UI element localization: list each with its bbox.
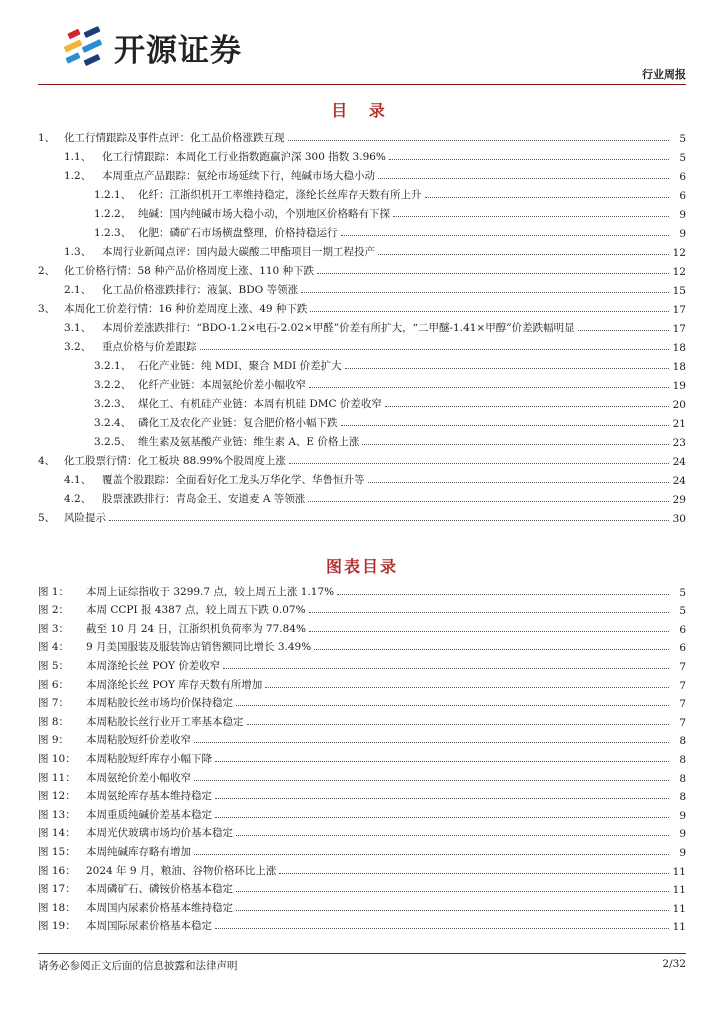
leader-dots <box>215 798 669 799</box>
entry-title: 本周粘胶长丝行业开工率基本稳定 <box>86 715 244 728</box>
entry-page: 11 <box>672 865 686 878</box>
entry-number: 图 8： <box>38 715 70 728</box>
figure-entry[interactable] <box>38 747 686 766</box>
entry-number: 3.2.1、 <box>94 360 132 372</box>
toc-entry[interactable] <box>38 183 686 202</box>
entry-page: 15 <box>672 285 686 297</box>
entry-page: 6 <box>679 642 686 655</box>
leader-dots <box>368 482 670 483</box>
entry-page: 18 <box>672 342 686 354</box>
figure-entry[interactable] <box>38 766 686 785</box>
figure-entry[interactable] <box>38 840 686 859</box>
figure-entry[interactable] <box>38 729 686 748</box>
entry-number: 图 14： <box>38 827 76 840</box>
figure-entry[interactable] <box>38 580 686 599</box>
leader-dots <box>425 197 670 198</box>
entry-title: 本周粘胶短纤库存小幅下降 <box>86 752 212 765</box>
toc-entry[interactable] <box>38 316 686 335</box>
entry-number: 1、 <box>38 132 56 144</box>
leader-dots <box>215 761 669 762</box>
entry-title: 化工品价格涨跌排行：液氯、BDO 等领涨 <box>102 284 299 296</box>
toc-entry[interactable] <box>38 430 686 449</box>
leader-dots <box>385 406 669 407</box>
entry-title: 9 月美国服装及服装饰店销售额同比增长 3.49% <box>86 641 312 654</box>
entry-page: 8 <box>679 753 686 766</box>
leader-dots <box>309 387 669 388</box>
leader-dots <box>194 780 669 781</box>
entry-number: 1.1、 <box>64 151 92 163</box>
entry-title: 纯碱：国内纯碱市场大稳小动，个别地区价格略有下探 <box>138 208 390 220</box>
toc-entry[interactable] <box>38 259 686 278</box>
entry-title: 本周磷矿石、磷铵价格基本稳定 <box>86 883 233 896</box>
toc-entry[interactable] <box>38 126 686 145</box>
entry-title: 重点价格与价差跟踪 <box>102 341 197 353</box>
entry-page: 6 <box>679 623 686 636</box>
leader-dots <box>308 501 669 502</box>
toc-entry[interactable] <box>38 392 686 411</box>
leader-dots <box>309 631 669 632</box>
entry-page: 5 <box>679 605 686 618</box>
brand-name: 开源证券 <box>114 32 242 69</box>
leader-dots <box>215 817 669 818</box>
report-type: 行业周报 <box>642 68 686 81</box>
entry-page: 9 <box>679 228 686 240</box>
entry-page: 7 <box>679 698 686 711</box>
entry-number: 图 4： <box>38 641 70 654</box>
entry-title: 煤化工、有机硅产业链：本周有机硅 DMC 价差收窄 <box>138 398 382 410</box>
figure-entry[interactable] <box>38 654 686 673</box>
entry-title: 化纤产业链：本周氨纶价差小幅收窄 <box>138 379 306 391</box>
figure-entry[interactable] <box>38 915 686 934</box>
entry-number: 1.2.3、 <box>94 227 132 239</box>
entry-number: 3.2、 <box>64 341 92 353</box>
leader-dots <box>194 742 669 743</box>
entry-number: 图 9： <box>38 734 70 747</box>
leader-dots <box>109 520 669 521</box>
entry-title: 化工行情跟踪及事件点评：化工品价格涨跌互现 <box>64 132 285 144</box>
brand-logo-mark <box>62 23 106 71</box>
entry-number: 1.3、 <box>64 246 92 258</box>
toc-entry[interactable] <box>38 487 686 506</box>
entry-number: 3.2.3、 <box>94 398 132 410</box>
entry-number: 4.1、 <box>64 474 92 486</box>
entry-number: 图 11： <box>38 771 76 784</box>
leader-dots <box>393 216 669 217</box>
entry-title: 本周粘胶短纤价差收窄 <box>86 734 191 747</box>
entry-title: 本周纯碱库存略有增加 <box>86 845 191 858</box>
entry-title: 本周重点产品跟踪：氨纶市场延续下行，纯碱市场大稳小动 <box>102 170 375 182</box>
page-number: 2/32 <box>662 958 686 970</box>
entry-page: 11 <box>672 884 686 897</box>
entry-title: 本周光伏玻璃市场均价基本稳定 <box>86 827 233 840</box>
entry-number: 图 16： <box>38 864 76 877</box>
brand-logo <box>62 22 242 72</box>
leader-dots <box>301 292 669 293</box>
entry-number: 图 17： <box>38 883 76 896</box>
leader-dots <box>223 668 669 669</box>
footer-disclaimer: 请务必参阅正文后面的信息披露和法律声明 <box>38 960 238 972</box>
entry-number: 5、 <box>38 512 56 524</box>
entry-title: 本周国际尿素价格基本稳定 <box>86 920 212 933</box>
entry-title: 石化产业链：纯 MDI、聚合 MDI 价差扩大 <box>138 360 342 372</box>
leader-dots <box>345 368 669 369</box>
toc-title: 目 录 <box>331 101 393 120</box>
entry-title: 本周价差涨跌排行：“BDO-1.2×电石-2.02×甲醛”价差有所扩大，“二甲醚-1.41×甲醇”价差跌幅明显 <box>102 322 575 334</box>
leader-dots <box>265 687 669 688</box>
entry-number: 4.2、 <box>64 493 92 505</box>
entry-page: 20 <box>672 399 686 411</box>
entry-page: 23 <box>672 437 686 449</box>
entry-number: 图 13： <box>38 808 76 821</box>
entry-title: 本周上证综指收于 3299.7 点，较上周五上涨 1.17% <box>86 585 335 598</box>
entry-number: 1.2、 <box>64 170 92 182</box>
entry-number: 3.2.4、 <box>94 417 132 429</box>
entry-page: 9 <box>679 828 686 841</box>
figure-entry[interactable] <box>38 636 686 655</box>
figure-entry[interactable] <box>38 617 686 636</box>
figure-entry[interactable] <box>38 710 686 729</box>
toc-entry[interactable] <box>38 468 686 487</box>
entry-title: 本周涤纶长丝 POY 价差收窄 <box>86 659 221 672</box>
leader-dots <box>236 835 669 836</box>
entry-title: 本周涤纶长丝 POY 库存天数有所增加 <box>86 678 263 691</box>
entry-title: 本周氨纶库存基本维持稳定 <box>86 790 212 803</box>
entry-title: 本周 CCPI 报 4387 点，较上周五下跌 0.07% <box>86 604 306 617</box>
entry-title: 本周重质纯碱价差基本稳定 <box>86 808 212 821</box>
entry-title: 本周化工价差行情：16 种价差周度上涨、49 种下跌 <box>64 303 308 315</box>
figure-entry[interactable] <box>38 692 686 711</box>
toc-entry[interactable] <box>38 240 686 259</box>
toc-entry[interactable] <box>38 411 686 430</box>
entry-page: 9 <box>679 809 686 822</box>
leader-dots <box>317 273 669 274</box>
toc-entry[interactable] <box>38 506 686 525</box>
figure-list-title: 图表目录 <box>325 557 398 576</box>
entry-number: 3.2.5、 <box>94 436 132 448</box>
leader-dots <box>389 159 669 160</box>
figure-entry[interactable] <box>38 859 686 878</box>
toc-entry[interactable] <box>38 449 686 468</box>
leader-dots <box>247 724 670 725</box>
toc-entry[interactable] <box>38 335 686 354</box>
entry-page: 24 <box>672 475 686 487</box>
entry-page: 8 <box>679 791 686 804</box>
entry-page: 6 <box>679 190 686 202</box>
footer-divider <box>38 953 686 954</box>
entry-number: 2.1、 <box>64 284 92 296</box>
entry-title: 本周国内尿素价格基本维持稳定 <box>86 901 233 914</box>
entry-number: 图 3： <box>38 622 70 635</box>
entry-page: 5 <box>679 586 686 599</box>
entry-number: 4、 <box>38 455 56 467</box>
toc-entry[interactable] <box>38 278 686 297</box>
entry-page: 8 <box>679 735 686 748</box>
entry-page: 5 <box>679 133 686 145</box>
entry-number: 图 1： <box>38 585 70 598</box>
leader-dots <box>310 311 669 312</box>
entry-page: 12 <box>672 247 686 259</box>
entry-number: 3.2.2、 <box>94 379 132 391</box>
entry-title: 化肥：磷矿石市场横盘整理，价格持稳运行 <box>138 227 338 239</box>
figure-entry[interactable] <box>38 822 686 841</box>
entry-number: 图 10： <box>38 752 76 765</box>
leader-dots <box>236 705 669 706</box>
entry-page: 8 <box>679 772 686 785</box>
entry-page: 30 <box>672 513 686 525</box>
leader-dots <box>578 330 669 331</box>
leader-dots <box>194 854 669 855</box>
leader-dots <box>288 140 670 141</box>
entry-number: 图 19： <box>38 920 76 933</box>
entry-page: 5 <box>679 152 686 164</box>
entry-page: 7 <box>679 660 686 673</box>
table-of-contents <box>38 126 686 525</box>
entry-page: 29 <box>672 494 686 506</box>
entry-number: 2、 <box>38 265 56 277</box>
entry-number: 1.2.1、 <box>94 189 132 201</box>
entry-title: 化工价格行情：58 种产品价格周度上涨、110 种下跌 <box>64 265 315 277</box>
entry-title: 本周粘胶长丝市场均价保持稳定 <box>86 697 233 710</box>
leader-dots <box>337 594 669 595</box>
entry-title: 2024 年 9 月，粮油、谷物价格环比上涨 <box>86 864 277 877</box>
entry-number: 图 18： <box>38 901 76 914</box>
leader-dots <box>314 649 669 650</box>
entry-page: 17 <box>672 323 686 335</box>
entry-page: 6 <box>679 171 686 183</box>
toc-entry[interactable] <box>38 354 686 373</box>
leader-dots <box>215 928 669 929</box>
leader-dots <box>362 444 669 445</box>
entry-title: 截至 10 月 24 日，江浙织机负荷率为 77.84% <box>86 622 306 635</box>
entry-title: 风险提示 <box>64 512 106 524</box>
entry-page: 21 <box>672 418 686 430</box>
figure-entry[interactable] <box>38 673 686 692</box>
entry-page: 19 <box>672 380 686 392</box>
figure-entry[interactable] <box>38 803 686 822</box>
entry-title: 股票涨跌排行：青岛金王、安道麦 A 等领涨 <box>102 493 306 505</box>
entry-number: 3、 <box>38 303 56 315</box>
entry-page: 11 <box>672 921 686 934</box>
entry-title: 本周行业新闻点评：国内最大碳酸二甲酯项目一期工程投产 <box>102 246 375 258</box>
toc-entry[interactable] <box>38 145 686 164</box>
entry-page: 9 <box>679 209 686 221</box>
entry-title: 化工行情跟踪：本周化工行业指数跑赢沪深 300 指数 3.96% <box>102 151 386 163</box>
entry-page: 18 <box>672 361 686 373</box>
entry-title: 化纤：江浙织机开工率维持稳定，涤纶长丝库存天数有所上升 <box>138 189 422 201</box>
toc-entry[interactable] <box>38 202 686 221</box>
toc-entry[interactable] <box>38 373 686 392</box>
entry-number: 图 2： <box>38 604 70 617</box>
figure-entry[interactable] <box>38 599 686 618</box>
leader-dots <box>341 235 670 236</box>
entry-page: 24 <box>672 456 686 468</box>
leader-dots <box>341 425 670 426</box>
header-divider <box>38 84 686 85</box>
entry-number: 图 15： <box>38 845 76 858</box>
entry-title: 化工股票行情：化工板块 88.99%个股周度上涨 <box>64 455 286 467</box>
leader-dots <box>378 254 669 255</box>
leader-dots <box>289 463 669 464</box>
leader-dots <box>309 612 669 613</box>
entry-page: 9 <box>679 846 686 859</box>
entry-page: 7 <box>679 679 686 692</box>
entry-title: 本周氨纶价差小幅收窄 <box>86 771 191 784</box>
leader-dots <box>236 891 669 892</box>
toc-entry[interactable] <box>38 297 686 316</box>
figure-entry[interactable] <box>38 785 686 804</box>
toc-entry[interactable] <box>38 164 686 183</box>
leader-dots <box>279 873 669 874</box>
leader-dots <box>236 910 669 911</box>
figure-entry[interactable] <box>38 896 686 915</box>
entry-page: 17 <box>672 304 686 316</box>
entry-number: 图 7： <box>38 697 70 710</box>
entry-page: 7 <box>679 716 686 729</box>
leader-dots <box>200 349 670 350</box>
entry-title: 磷化工及农化产业链：复合肥价格小幅下跌 <box>138 417 338 429</box>
entry-number: 图 6： <box>38 678 70 691</box>
entry-title: 维生素及氨基酸产业链：维生素 A、E 价格上涨 <box>138 436 360 448</box>
leader-dots <box>378 178 669 179</box>
entry-number: 图 5： <box>38 659 70 672</box>
entry-page: 11 <box>672 902 686 915</box>
figure-entry[interactable] <box>38 878 686 897</box>
entry-page: 12 <box>672 266 686 278</box>
entry-title: 覆盖个股跟踪：全面看好化工龙头万华化学、华鲁恒升等 <box>102 474 365 486</box>
entry-number: 图 12： <box>38 790 76 803</box>
entry-number: 3.1、 <box>64 322 92 334</box>
figure-list <box>38 580 686 933</box>
toc-entry[interactable] <box>38 221 686 240</box>
entry-number: 1.2.2、 <box>94 208 132 220</box>
